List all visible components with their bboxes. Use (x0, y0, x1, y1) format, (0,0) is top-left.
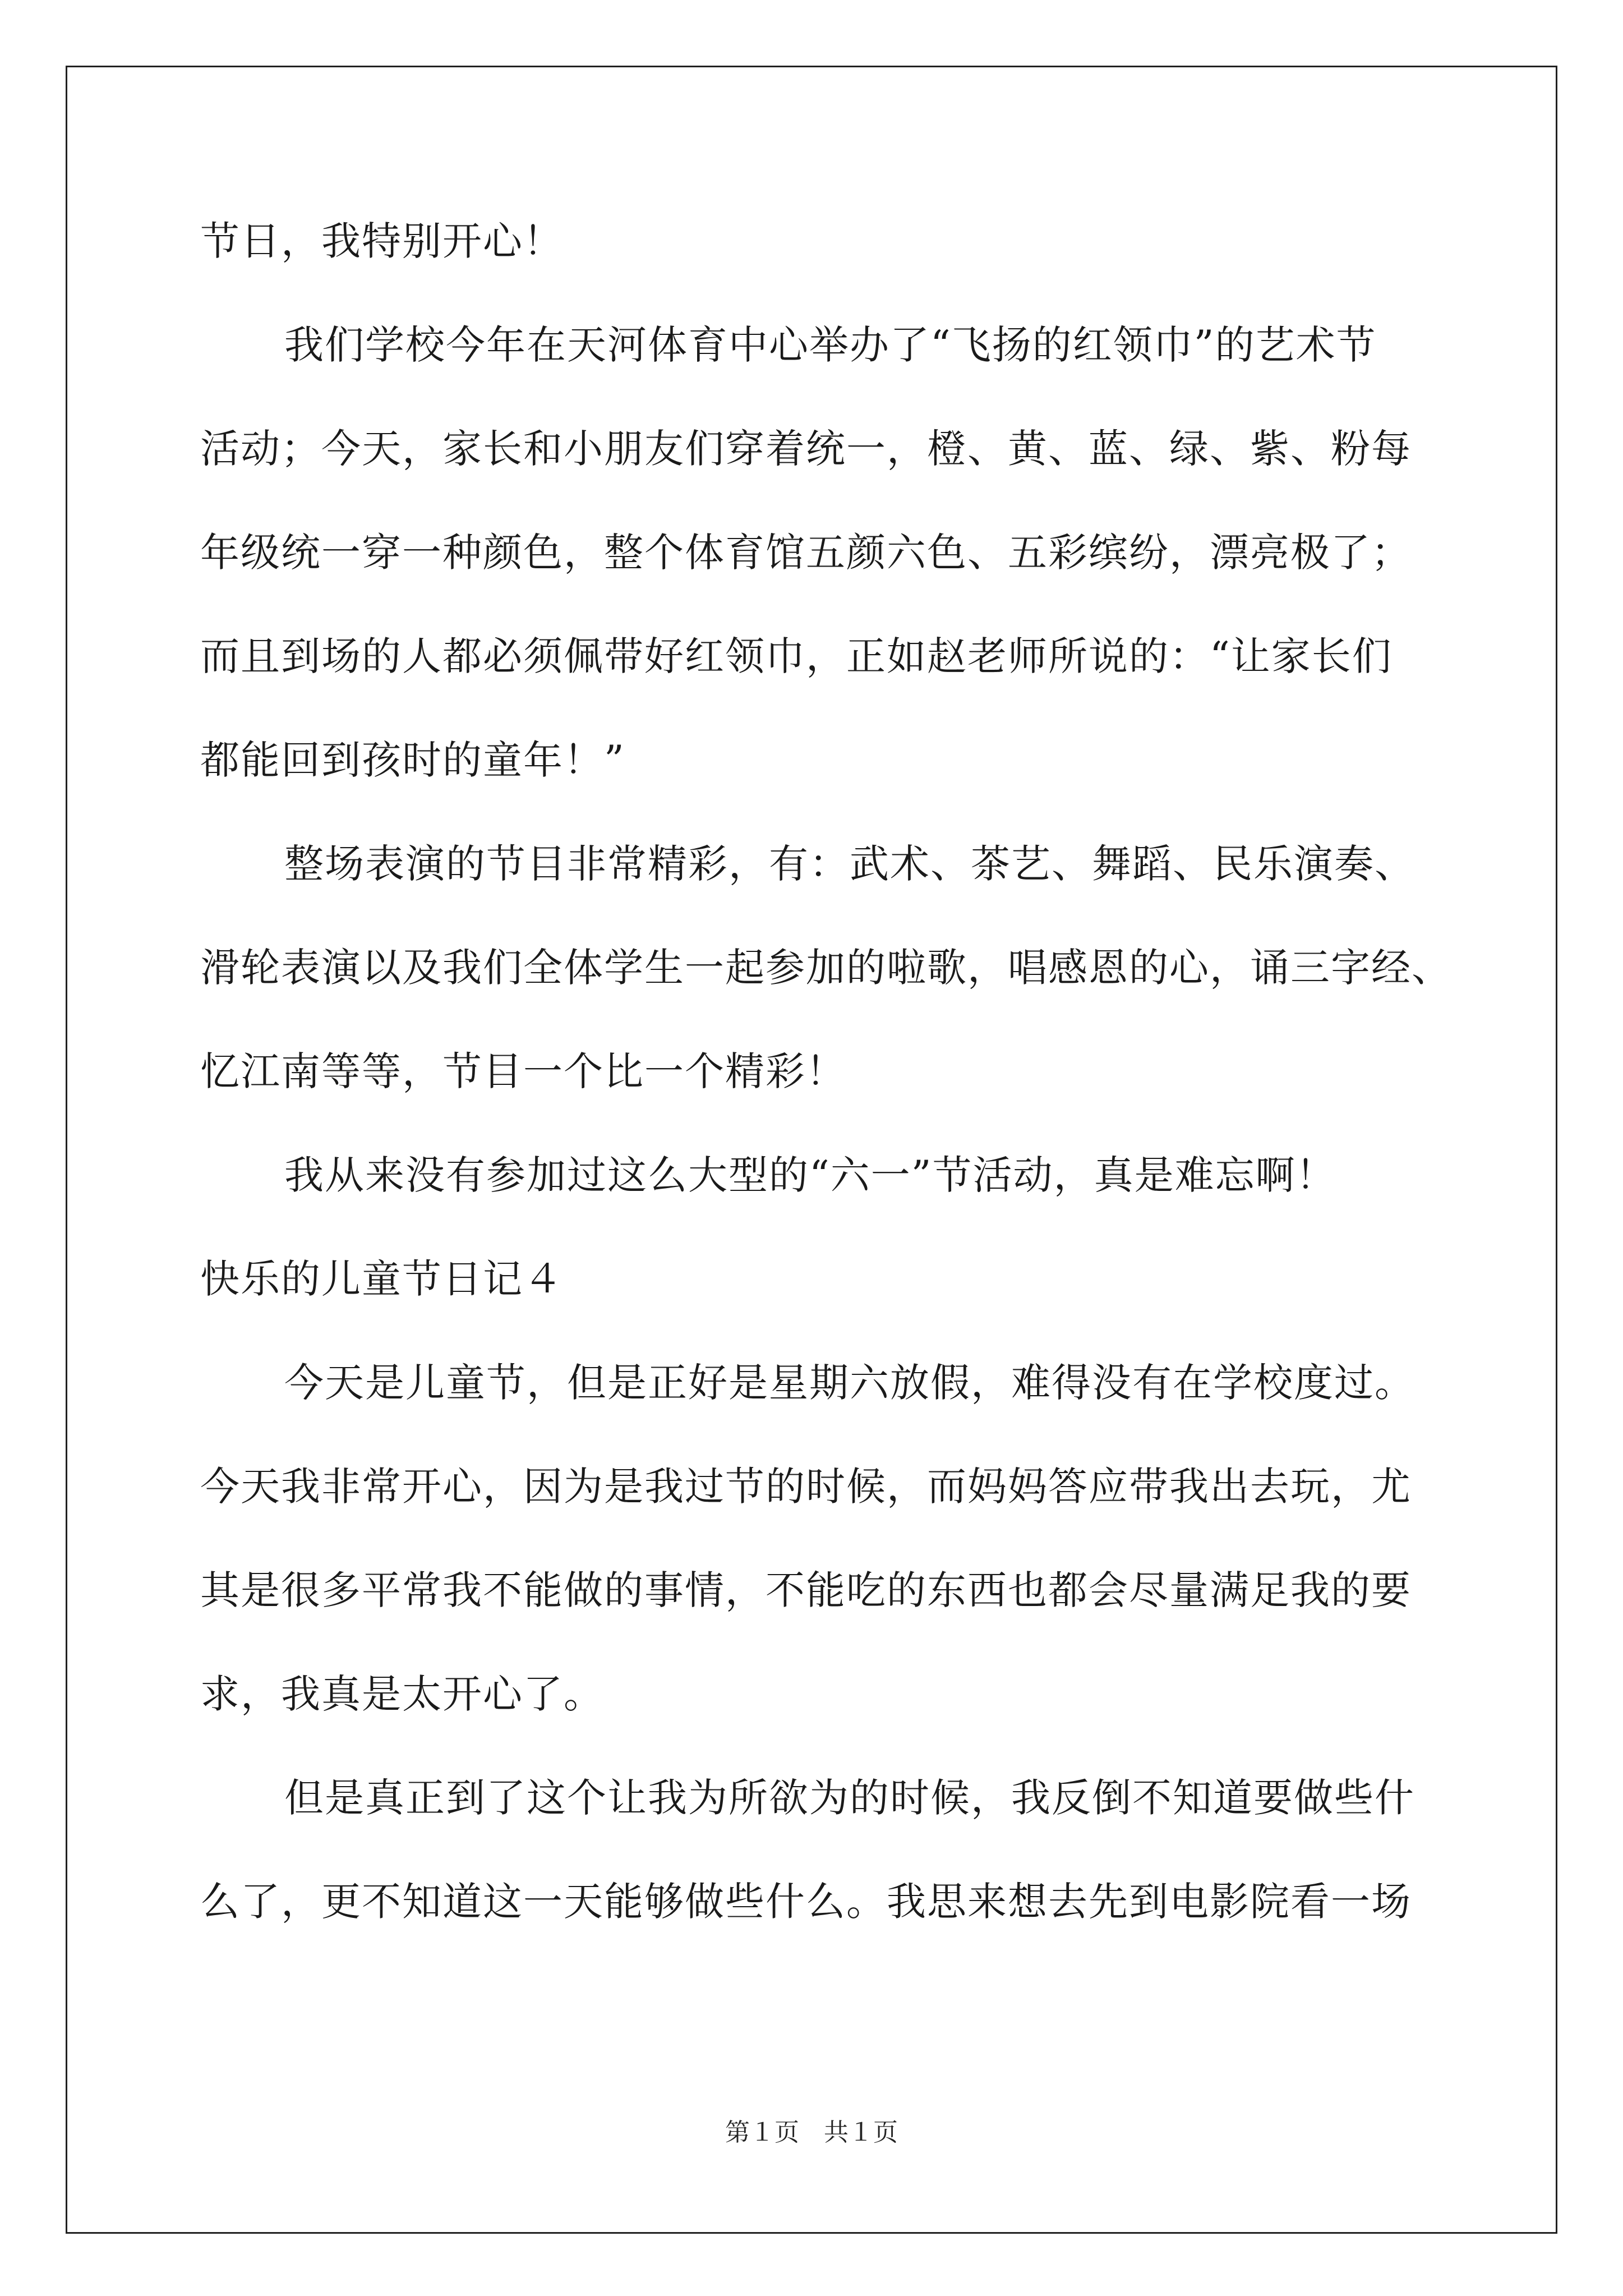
text-line: 忆江南等等，节目一个比一个精彩！ (200, 1048, 846, 1094)
paragraph-line: 我从来没有参加过这么大型的“六一”节活动，真是难忘啊！ (284, 1152, 1336, 1198)
paragraph-line: 我们学校今年在天河体育中心举办了“飞扬的红领巾”的艺术节 (284, 322, 1377, 368)
paragraph-line: 今天是儿童节，但是正好是星期六放假，难得没有在学校度过。 (284, 1360, 1415, 1406)
text-line: 活动；今天，家长和小朋友们穿着统一，橙、黄、蓝、绿、紫、粉每 (200, 426, 1412, 472)
text-line: 而且到场的人都必须佩带好红领巾，正如赵老师所说的：“让家长们 (200, 633, 1393, 679)
text-line: 其是很多平常我不能做的事情，不能吃的东西也都会尽量满足我的要 (200, 1567, 1412, 1613)
page-number-footer: 第１页 共１页 (725, 2118, 898, 2147)
text-line: 都能回到孩时的童年！” (200, 737, 625, 783)
text-line: 求，我真是太开心了。 (200, 1671, 604, 1717)
text-line: 年级统一穿一种颜色，整个体育馆五颜六色、五彩缤纷，漂亮极了； (200, 530, 1412, 576)
text-line: 节日，我特别开心！ (200, 218, 564, 264)
text-line: 滑轮表演以及我们全体学生一起参加的啦歌，唱感恩的心，诵三字经、 (200, 945, 1452, 991)
section-heading: 快乐的儿童节日记４ (200, 1256, 564, 1302)
paragraph-line: 整场表演的节目非常精彩，有：武术、茶艺、舞蹈、民乐演奏、 (284, 841, 1415, 887)
text-line: 么了，更不知道这一天能够做些什么。我思来想去先到电影院看一场 (200, 1879, 1412, 1925)
paragraph-line: 但是真正到了这个让我为所欲为的时候，我反倒不知道要做些什 (284, 1775, 1415, 1821)
text-line: 今天我非常开心，因为是我过节的时候，而妈妈答应带我出去玩，尤 (200, 1464, 1412, 1510)
